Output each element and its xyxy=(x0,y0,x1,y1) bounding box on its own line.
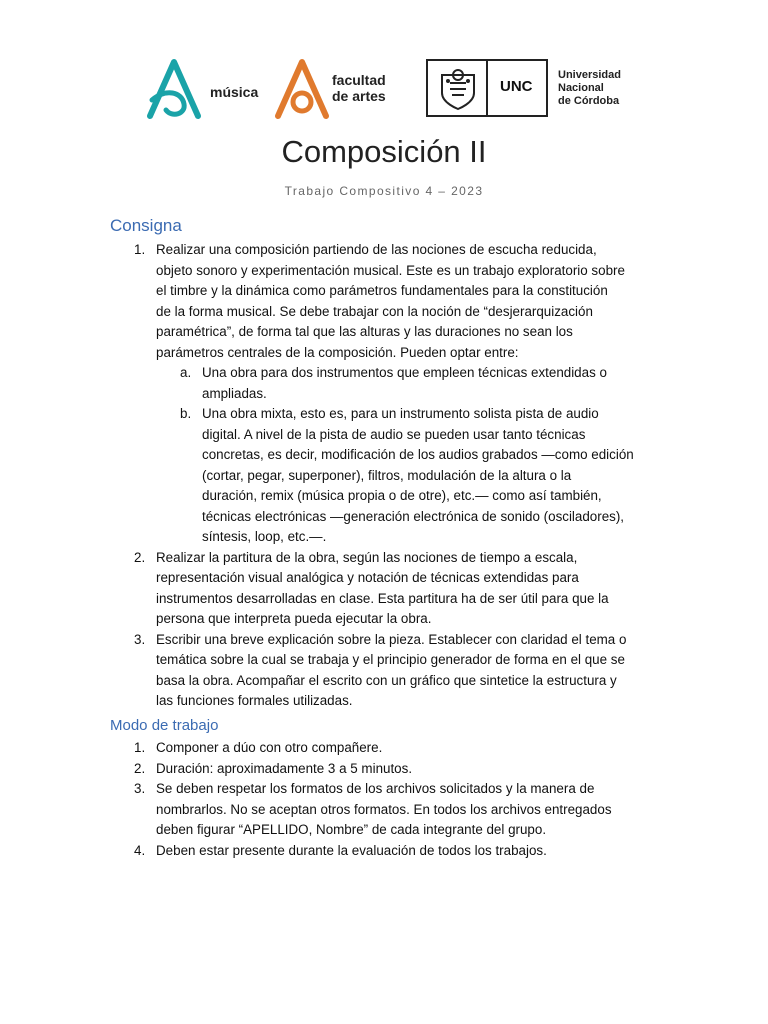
list-number: 2. xyxy=(134,549,146,565)
sub-list-item xyxy=(110,404,670,548)
text-line: nombrarlos. No se aceptan otros formatos. En todos los archivos entregados xyxy=(156,801,612,817)
musica-logo xyxy=(144,58,262,120)
unc-name xyxy=(558,69,621,108)
unc-name-line-2: Nacional xyxy=(558,82,604,94)
list-item xyxy=(110,240,670,363)
text-line: parámetros centrales de la composición. Pueden optar entre: xyxy=(156,344,519,360)
text-line: técnicas electrónicas —generación electrónica de sonido (osciladores), xyxy=(202,508,625,524)
sub-list-letter: b. xyxy=(180,406,192,421)
text-line: ampliadas. xyxy=(202,385,267,401)
unc-acronym: UNC xyxy=(500,78,533,95)
list-item xyxy=(110,738,670,759)
text-line: Escribir una breve explicación sobre la pieza. Establecer con claridad el tema o xyxy=(156,631,627,647)
list-item xyxy=(110,841,670,862)
text-line: síntesis, loop, etc.—. xyxy=(202,529,327,544)
artes-line-1: facultad xyxy=(332,72,386,88)
list-number: 4. xyxy=(134,842,146,858)
unc-divider xyxy=(486,61,488,115)
section-heading-consigna: Consigna xyxy=(110,216,182,235)
text-line: basa la obra. Acompañar el escrito con un gráfico que sintetice la estructura y xyxy=(156,672,617,688)
unc-emblem-box xyxy=(426,59,548,117)
text-line: temática sobre la cual se trabaja y el principio generador de forma en el que se xyxy=(156,652,625,667)
text-line: duración, remix (música propia o de otre), etc.— como así también, xyxy=(202,488,602,503)
text-line: concretas, es decir, modificación de los audios grabados —como edición xyxy=(202,447,634,462)
text-line: persona que interpreta pueda ejecutar la obra. xyxy=(156,611,432,626)
list-item xyxy=(110,630,670,712)
list-number: 1. xyxy=(134,740,146,755)
text-line: Componer a dúo con otro compañere. xyxy=(156,740,383,755)
text-line: Realizar una composición partiendo de las nociones de escucha reducida, xyxy=(156,242,597,257)
unc-name-line-1: Universidad xyxy=(558,69,621,81)
list-number: 3. xyxy=(134,781,146,796)
artes-line-2: de artes xyxy=(332,88,386,104)
list-item xyxy=(110,779,670,841)
text-line: representación visual analógica y notación de técnicas extendidas para xyxy=(156,570,579,585)
list-item xyxy=(110,759,670,780)
text-line: Deben estar presente durante la evaluación de todos los trabajos. xyxy=(156,842,547,858)
page-title: Composición II xyxy=(281,134,487,169)
unc-logo xyxy=(426,59,626,121)
artes-logo xyxy=(272,58,402,120)
text-line: Se deben respetar los formatos de los archivos solicitados y la manera de xyxy=(156,781,595,796)
section-heading-modo-de-trabajo: Modo de trabajo xyxy=(110,717,219,734)
unc-name-line-3: de Córdoba xyxy=(558,95,620,107)
text-line: paramétrica”, de forma tal que las alturas y las duraciones no sean los xyxy=(156,324,573,339)
text-line: digital. A nivel de la pista de audio se pueden usar tanto técnicas xyxy=(202,426,586,442)
text-line: deben figurar “APELLIDO, Nombre” de cada integrante del grupo. xyxy=(156,822,547,837)
text-line: Duración: aproximadamente 3 a 5 minutos. xyxy=(156,760,413,776)
text-line: (cortar, pegar, superponer), filtros, modulación de la altura o la xyxy=(202,467,572,483)
musica-a-icon xyxy=(144,58,208,120)
text-line: el timbre y la dinámica como parámetros fundamentales para la constitución xyxy=(156,283,608,298)
page-subtitle: Trabajo Compositivo 4 – 2023 xyxy=(284,184,484,198)
artes-a-icon xyxy=(272,58,336,120)
list-number: 1. xyxy=(134,242,146,257)
text-line: Realizar la partitura de la obra, según las nociones de tiempo a escala, xyxy=(156,549,578,565)
text-line: objeto sonoro y experimentación musical. Este es un trabajo exploratorio sobre xyxy=(156,262,625,278)
list-number: 2. xyxy=(134,760,146,776)
sub-list-letter: a. xyxy=(180,365,192,380)
text-line: instrumentos desarrolladas en clase. Esta partitura ha de ser útil para que la xyxy=(156,590,609,606)
text-line: las funciones formales utilizadas. xyxy=(156,693,353,708)
header-logos xyxy=(144,56,624,124)
text-line: Una obra mixta, esto es, para un instrumento solista pista de audio xyxy=(202,406,599,421)
text-line: de la forma musical. Se debe trabajar con la noción de “desjerarquización xyxy=(156,303,593,319)
list-item xyxy=(110,548,670,630)
modo-de-trabajo-list xyxy=(110,738,670,861)
sub-list-item xyxy=(110,363,670,404)
unc-seal-icon xyxy=(438,67,478,111)
list-number: 3. xyxy=(134,631,146,647)
musica-wordmark: música xyxy=(210,84,259,100)
consigna-list xyxy=(110,240,670,712)
text-line: Una obra para dos instrumentos que empleen técnicas extendidas o xyxy=(202,365,607,380)
artes-wordmark xyxy=(332,72,386,104)
